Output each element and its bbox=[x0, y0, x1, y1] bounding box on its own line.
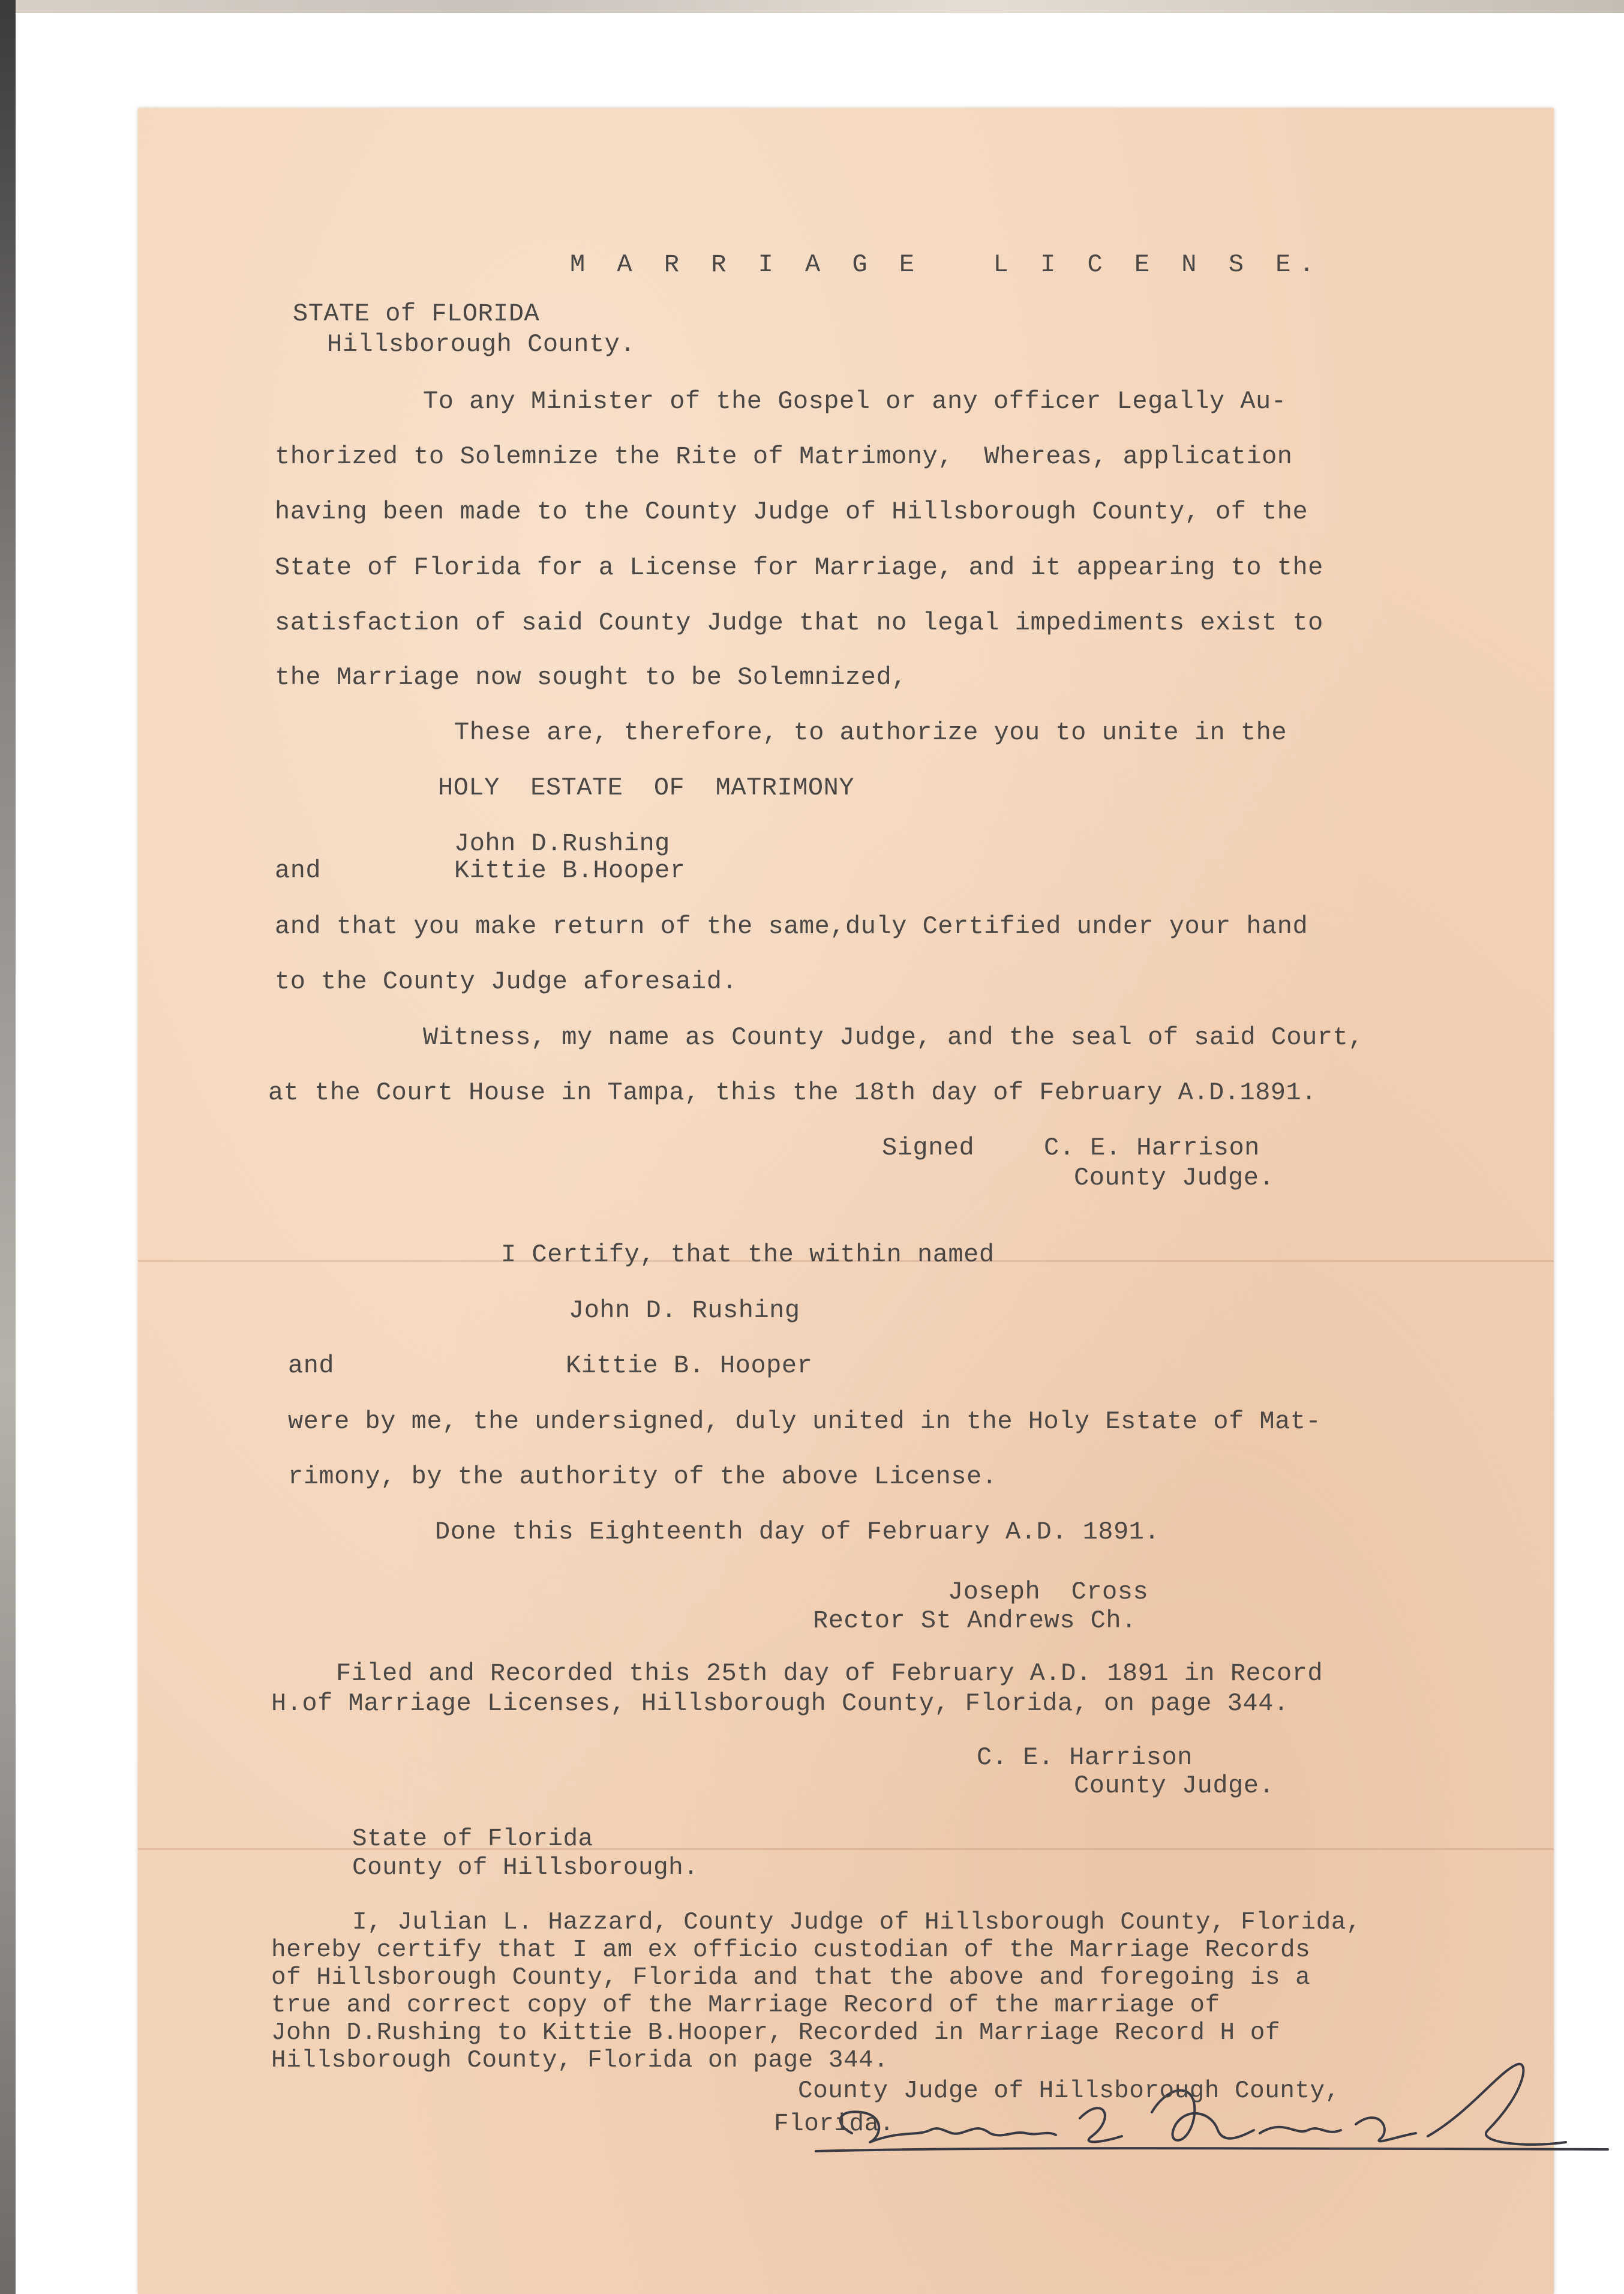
handwritten-signature bbox=[780, 2046, 1624, 2190]
scan-edge-top bbox=[0, 0, 1624, 13]
document-page bbox=[138, 108, 1554, 2294]
copy-state-heading: State of Florida bbox=[352, 1825, 593, 1853]
copy-county-heading: County of Hillsborough. bbox=[352, 1854, 699, 1882]
cert-body-line: rimony, by the authority of the above License. bbox=[288, 1462, 998, 1491]
groom-name: John D.Rushing bbox=[454, 829, 670, 858]
cert-and-label: and bbox=[288, 1351, 335, 1380]
officiant-name: Joseph Cross bbox=[948, 1578, 1149, 1606]
copy-body-line: Hillsborough County, Florida on page 344. bbox=[271, 2047, 889, 2074]
signed-label: Signed bbox=[882, 1133, 975, 1162]
scan-edge-left bbox=[0, 0, 16, 2294]
done-line: Done this Eighteenth day of February A.D. 1891. bbox=[435, 1518, 1160, 1546]
authorize-line: These are, therefore, to authorize you to unite in the bbox=[454, 718, 1287, 747]
copy-body-line: hereby certify that I am ex officio custodian of the Marriage Records bbox=[271, 1936, 1311, 1964]
copy-body-line: true and correct copy of the Marriage Record of the marriage of bbox=[271, 1992, 1220, 2019]
cert-body-line: were by me, the undersigned, duly united in the Holy Estate of Mat- bbox=[288, 1407, 1322, 1436]
witness-line: at the Court House in Tampa, this the 18th day of February A.D.1891. bbox=[268, 1078, 1317, 1107]
cert-bride-name: Kittie B. Hooper bbox=[566, 1351, 813, 1380]
body-line: the Marriage now sought to be Solemnized, bbox=[275, 663, 907, 692]
and-label: and bbox=[275, 856, 322, 885]
body-line: thorized to Solemnize the Rite of Matrimony, Whereas, application bbox=[275, 442, 1293, 471]
bride-name: Kittie B.Hooper bbox=[454, 856, 686, 885]
body-line: satisfaction of said County Judge that no legal impediments exist to bbox=[275, 608, 1323, 637]
witness-line: Witness, my name as County Judge, and the seal of said Court, bbox=[423, 1023, 1364, 1052]
copy-body-line: of Hillsborough County, Florida and that the above and foregoing is a bbox=[271, 1964, 1311, 1992]
body-line: having been made to the County Judge of Hillsborough County, of the bbox=[275, 497, 1308, 526]
filing-judge-title: County Judge. bbox=[1074, 1771, 1275, 1800]
fold-line bbox=[138, 1848, 1554, 1850]
body-line: To any Minister of the Gospel or any officer Legally Au- bbox=[423, 387, 1287, 416]
copy-body-line: I, Julian L. Hazzard, County Judge of Hillsborough County, Florida, bbox=[352, 1909, 1361, 1936]
officiant-title: Rector St Andrews Ch. bbox=[813, 1606, 1137, 1635]
filing-line: Filed and Recorded this 25th day of February A.D. 1891 in Record bbox=[336, 1659, 1323, 1688]
judge-name: C. E. Harrison bbox=[1044, 1133, 1260, 1162]
state-heading: STATE of FLORIDA bbox=[293, 299, 540, 328]
holy-estate-heading: HOLY ESTATE OF MATRIMONY bbox=[438, 773, 855, 802]
sign-title-line: County Judge of Hillsborough County, bbox=[798, 2077, 1340, 2105]
return-line: and that you make return of the same,duly Certified under your hand bbox=[275, 912, 1308, 941]
sign-title-line: Florida. bbox=[774, 2110, 894, 2138]
copy-body-line: John D.Rushing to Kittie B.Hooper, Recorded in Marriage Record H of bbox=[271, 2019, 1280, 2047]
return-line: to the County Judge aforesaid. bbox=[275, 967, 738, 996]
license-title: M A R R I A G E L I C E N S E. bbox=[570, 250, 1323, 279]
filing-judge-name: C. E. Harrison bbox=[977, 1743, 1193, 1772]
body-line: State of Florida for a License for Marriage, and it appearing to the bbox=[275, 553, 1323, 582]
filing-line: H.of Marriage Licenses, Hillsborough County, Florida, on page 344. bbox=[271, 1689, 1289, 1718]
certify-intro: I Certify, that the within named bbox=[501, 1240, 995, 1269]
county-heading: Hillsborough County. bbox=[327, 330, 636, 359]
cert-groom-name: John D. Rushing bbox=[569, 1296, 800, 1325]
judge-title: County Judge. bbox=[1074, 1164, 1275, 1192]
